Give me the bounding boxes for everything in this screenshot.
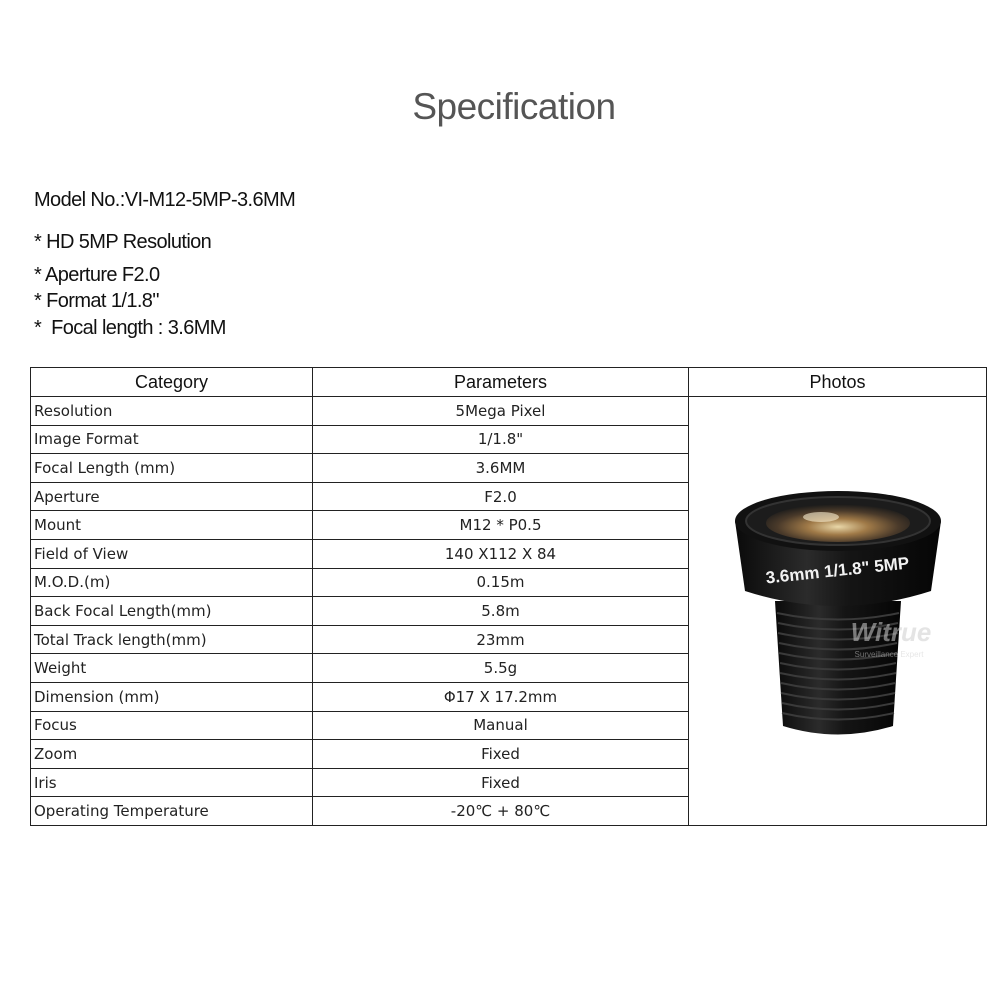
watermark-subtext: Surveillance Expert [854, 649, 923, 659]
row-category: Mount [31, 511, 313, 540]
row-category: Dimension (mm) [31, 682, 313, 711]
row-category: Focus [31, 711, 313, 740]
row-value: 0.15m [313, 568, 689, 597]
row-value: 5.5g [313, 654, 689, 683]
page-title: Specification [412, 86, 616, 127]
feature-aperture: * Aperture F2.0 [34, 264, 160, 286]
table-header-row [31, 368, 987, 397]
watermark-text: Witrue [850, 616, 931, 647]
feature-focal-length: * Focal length : 3.6MM [34, 317, 226, 339]
feature-resolution: * HD 5MP Resolution [34, 231, 212, 253]
row-value: 23mm [313, 625, 689, 654]
row-category: Weight [31, 654, 313, 683]
row-value: F2.0 [313, 482, 689, 511]
row-category: Zoom [31, 740, 313, 769]
header-photos: Photos [689, 368, 987, 397]
row-value: 140 X112 X 84 [313, 539, 689, 568]
row-value: 5.8m [313, 597, 689, 626]
row-category: M.O.D.(m) [31, 568, 313, 597]
row-category: Aperture [31, 482, 313, 511]
row-category: Field of View [31, 539, 313, 568]
row-value: Fixed [313, 768, 689, 797]
row-category: Operating Temperature [31, 797, 313, 826]
row-category: Iris [31, 768, 313, 797]
row-value: Manual [313, 711, 689, 740]
photo-cell [689, 397, 987, 826]
lens-marking-text: 3.6mm 1/1.8" 5MP [764, 553, 910, 588]
header-category: Category [31, 368, 313, 397]
row-value: Φ17 X 17.2mm [313, 682, 689, 711]
specification-table [30, 367, 987, 826]
lens-photo-icon [723, 481, 953, 741]
row-value: Fixed [313, 740, 689, 769]
feature-format: * Format 1/1.8" [34, 290, 159, 312]
row-category: Back Focal Length(mm) [31, 597, 313, 626]
row-category: Resolution [31, 397, 313, 426]
row-value: M12 * P0.5 [313, 511, 689, 540]
table-row [31, 397, 987, 426]
model-number: Model No.:VI-M12-5MP-3.6MM [34, 189, 296, 211]
row-category: Focal Length (mm) [31, 454, 313, 483]
header-parameters: Parameters [313, 368, 689, 397]
row-category: Total Track length(mm) [31, 625, 313, 654]
row-value: -20℃ + 80℃ [313, 797, 689, 826]
row-category: Image Format [31, 425, 313, 454]
row-value: 3.6MM [313, 454, 689, 483]
row-value: 1/1.8" [313, 425, 689, 454]
row-value: 5Mega Pixel [313, 397, 689, 426]
